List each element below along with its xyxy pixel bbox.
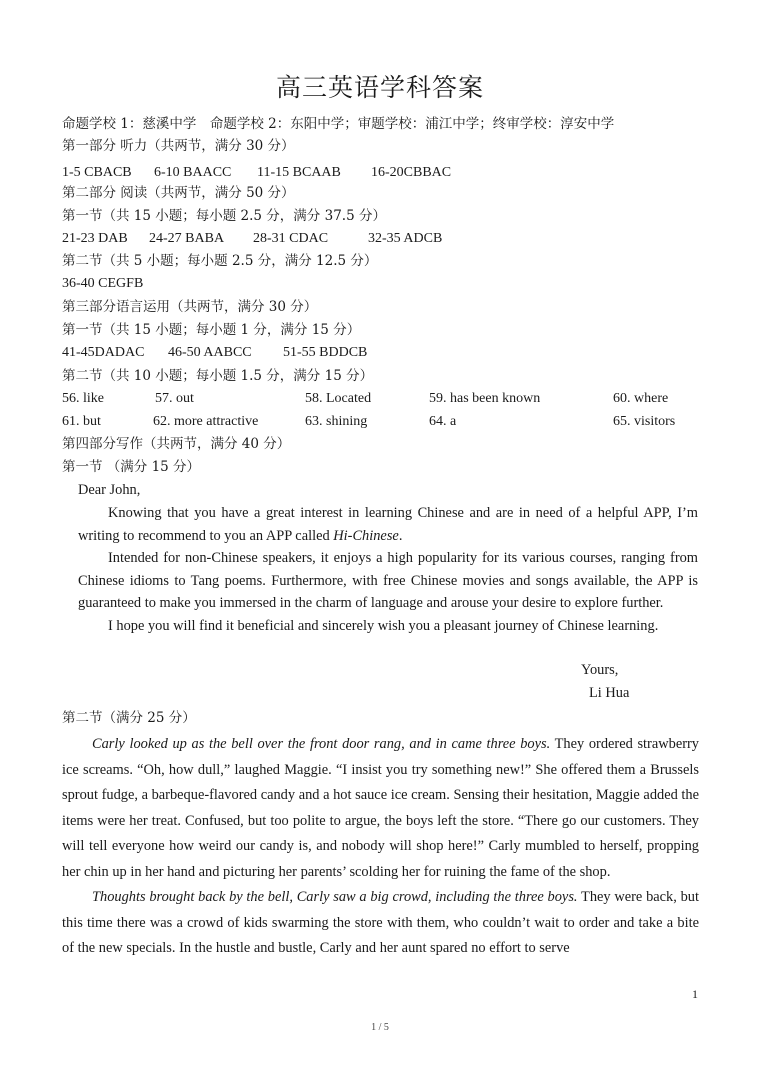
letter-signature: Li Hua — [589, 685, 630, 701]
part3-sec1-answers — [62, 343, 702, 363]
part4-sec1-heading: 第一节 （满分 15 分） — [62, 459, 201, 475]
fill-answer: 60. where — [613, 391, 669, 406]
fill-answer: 65. visitors — [613, 414, 676, 429]
fill-answer: 59. has been known — [429, 391, 541, 406]
part3-heading: 第三部分语言运用（共两节，满分 30 分） — [62, 299, 318, 315]
letter-paragraph: I hope you will find it beneficial and sincerely wish you a pleasant journey of Chinese learning. — [108, 617, 659, 634]
part2-sec1-answers — [62, 229, 702, 249]
page-title: 高三英语学科答案 — [275, 73, 484, 102]
story-body — [62, 732, 699, 962]
part4-heading: 第四部分写作（共两节，满分 40 分） — [62, 436, 291, 452]
answer-group: 1-5 CBACB — [62, 165, 132, 180]
letter-greeting: Dear John, — [78, 482, 141, 498]
fill-answer: 64. a — [429, 414, 457, 429]
fill-answer: 58. Located — [305, 391, 372, 406]
answer-group: 24-27 BABA — [149, 231, 225, 246]
part1-heading: 第一部分 听力（共两节，满分 30 分） — [62, 138, 295, 154]
answer-group: 51-55 BDDCB — [283, 345, 368, 360]
story-lead-sentence: Thoughts brought back by the bell, Carly saw a big crowd, including the three boys. — [92, 889, 578, 905]
story-paragraph — [62, 885, 699, 962]
story-paragraph — [62, 732, 699, 885]
answer-group: 21-23 DAB — [62, 231, 128, 246]
part2-sec1-heading: 第一节（共 15 小题；每小题 2.5 分，满分 37.5 分） — [62, 208, 386, 224]
part3-sec2-row1 — [62, 389, 702, 409]
letter-closing: Yours, — [581, 662, 619, 678]
page-number: 1 — [692, 987, 698, 1001]
page-footer: 1 / 5 — [371, 1022, 389, 1033]
part2-sec2-heading: 第二节（共 5 小题；每小题 2.5 分，满分 12.5 分） — [62, 253, 378, 269]
fill-answer: 62. more attractive — [153, 414, 259, 429]
story-text: They were back, but this time there was a crowd of kids swarming the store with them, who couldn’t wait to order and take a bite of the new specials. In the hustle and bustle, Carly and her aunt spared no effort to serve — [62, 889, 699, 956]
letter-text: Knowing that you have a great interest in learning Chinese and are in need of a helpful APP, I’m writing to recommend to you an APP called — [78, 505, 698, 544]
letter-text: . — [398, 527, 403, 544]
fill-answer: 56. like — [62, 391, 104, 406]
letter-paragraph: Intended for non-Chinese speakers, it enjoys a high popularity for its various courses, ranging from Chinese idioms to Tang poems. Furthermore, with free Chinese movies and songs available, the APP is guaranteed to make you immersed in the charm of language and arouse your desire to explore further. — [78, 550, 698, 612]
story-lead-sentence: Carly looked up as the bell over the front door rang, and in came three boys. — [92, 736, 551, 752]
letter-paragraph — [78, 502, 698, 547]
fill-answer: 57. out — [155, 391, 194, 406]
part2-heading: 第二部分 阅读（共两节，满分 50 分） — [62, 185, 295, 201]
answer-group: 11-15 BCAAB — [257, 165, 341, 180]
school-info: 命题学校 1：慈溪中学 命题学校 2：东阳中学；审题学校：浦江中学；终审学校：淳安中学 — [62, 116, 615, 132]
part2-sec2-answers: 36-40 CEGFB — [62, 276, 144, 291]
answer-group: 16-20CBBAC — [371, 165, 452, 180]
answer-group: 32-35 ADCB — [368, 231, 443, 246]
answer-group: 46-50 AABCC — [168, 345, 252, 360]
app-name: Hi-Chinese — [333, 527, 399, 544]
part3-sec2-heading: 第二节（共 10 小题；每小题 1.5 分，满分 15 分） — [62, 368, 374, 384]
story-text: They ordered strawberry ice screams. “Oh, how dull,” laughed Maggie. “I insist you try something new!” She offered them a Brussels sprout fudge, a barbeque-flavored candy and a hot sauce ice cream. Sensing their hesitation, Maggie added the items were her treat. Confused, but too polite to argue, the boys left the store. “There go our customers. They will tell everyone how weird our candy is, and nobody will shop here!” Carly mumbled to herself, propping her chin up in her hand and picturing her parents’ scolding her for ruining the fame of the shop. — [62, 736, 699, 880]
answer-group: 6-10 BAACC — [154, 165, 232, 180]
part3-sec1-heading: 第一节（共 15 小题；每小题 1 分，满分 15 分） — [62, 322, 361, 338]
part3-sec2-row2 — [62, 412, 702, 432]
letter-body — [78, 502, 698, 638]
part4-sec2-heading: 第二节（满分 25 分） — [62, 710, 196, 726]
part1-answers — [62, 163, 702, 183]
fill-answer: 63. shining — [305, 414, 368, 429]
fill-answer: 61. but — [62, 414, 101, 429]
answer-group: 41-45DADAC — [62, 345, 145, 360]
answer-group: 28-31 CDAC — [253, 231, 329, 246]
